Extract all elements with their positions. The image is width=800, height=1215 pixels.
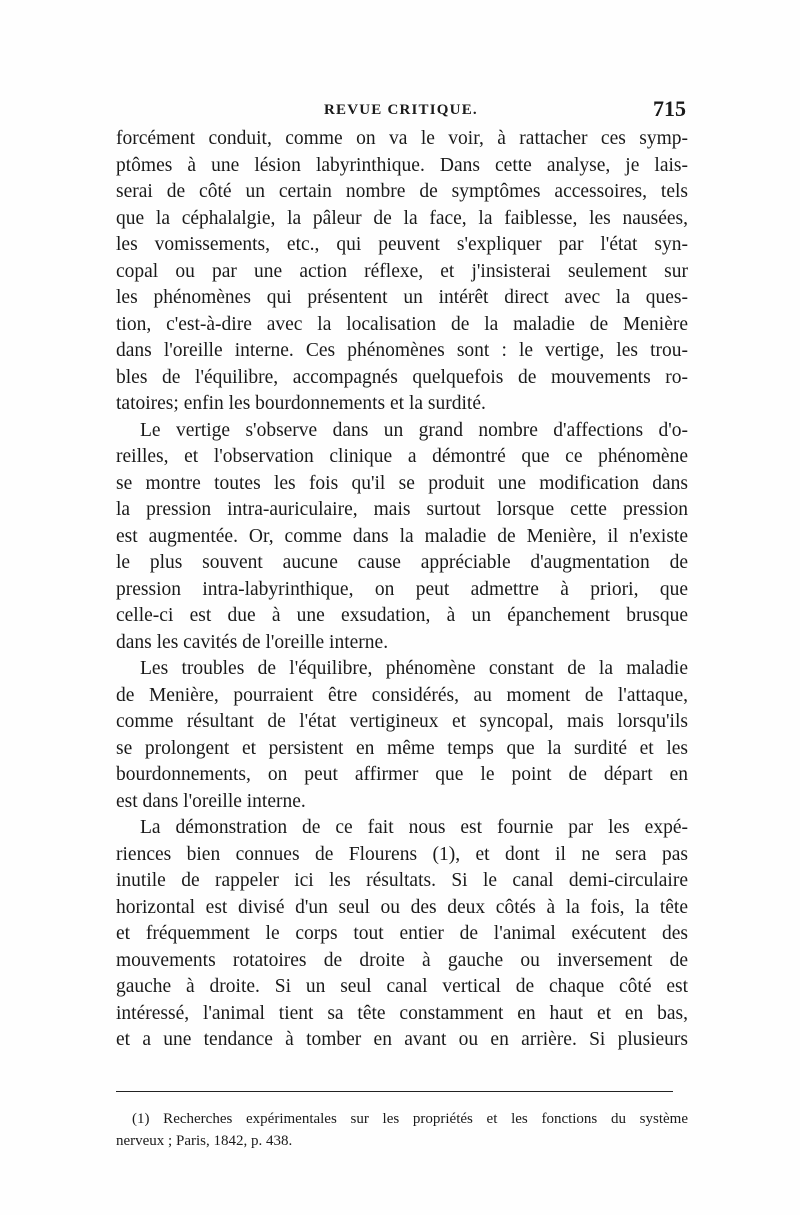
text-line: pression intra-labyrinthique, on peut admettre à priori, que bbox=[116, 578, 688, 600]
text-line: se prolongent et persistent en même temps que la surdité et les bbox=[116, 737, 688, 759]
text-line: celle-ci est due à une exsudation, à un épanchement brusque bbox=[116, 605, 688, 626]
body-text bbox=[116, 126, 688, 1054]
paragraph-end-line: tatoires; enfin les bourdonnements et la surdité. bbox=[116, 393, 486, 414]
paragraph-end-line: dans les cavités de l'oreille interne. bbox=[116, 631, 389, 653]
footnote-divider bbox=[116, 1091, 673, 1092]
text-line: comme résultant de l'état vertigineux et syncopal, mais lorsqu'ils bbox=[116, 711, 688, 732]
text-line: tion, c'est-à-dire avec la localisation de la maladie de Menière bbox=[116, 313, 688, 335]
page-number: 715 bbox=[653, 96, 686, 121]
text-line: ptômes à une lésion labyrinthique. Dans cette analyse, je lais- bbox=[116, 154, 688, 176]
page-header bbox=[116, 96, 688, 126]
paragraph-start-line: Le vertige s'observe dans un grand nombre d'affections d'o- bbox=[140, 419, 688, 441]
text-line: les phénomènes qui présentent un intérêt direct avec la ques- bbox=[116, 287, 688, 308]
running-head: REVUE CRITIQUE. bbox=[324, 102, 478, 118]
text-line: mouvements rotatoires de droite à gauche ou inversement de bbox=[116, 949, 688, 971]
text-line: riences bien connues de Flourens (1), et dont il ne sera pas bbox=[116, 843, 688, 865]
paragraph-start-line: La démonstration de ce fait nous est fournie par les expé- bbox=[140, 817, 688, 838]
paragraph-end-line: est dans l'oreille interne. bbox=[116, 790, 306, 812]
text-line: de Menière, pourraient être considérés, au moment de l'attaque, bbox=[116, 684, 688, 706]
text-line: que la céphalalgie, la pâleur de la face, la faiblesse, les nausées, bbox=[116, 207, 688, 229]
text-line: bourdonnements, on peut affirmer que le point de départ en bbox=[116, 764, 688, 785]
text-line: inutile de rappeler ici les résultats. Si le canal demi-circulaire bbox=[116, 870, 688, 891]
text-line: gauche à droite. Si un seul canal vertical de chaque côté est bbox=[116, 976, 688, 997]
text-line: forcément conduit, comme on va le voir, à rattacher ces symp- bbox=[116, 128, 688, 149]
text-line: dans l'oreille interne. Ces phénomènes sont : le vertige, les trou- bbox=[116, 340, 688, 361]
footnote bbox=[116, 1108, 688, 1152]
text-line: bles de l'équilibre, accompagnés quelquefois de mouvements ro- bbox=[116, 366, 688, 388]
text-line: est augmentée. Or, comme dans la maladie de Menière, il n'existe bbox=[116, 525, 688, 547]
paragraph-start-line: Les troubles de l'équilibre, phénomène constant de la maladie bbox=[140, 658, 688, 679]
text-line: intéressé, l'animal tient sa tête constamment en haut et en bas, bbox=[116, 1002, 688, 1024]
text-line: copal ou par une action réflexe, et j'insisterai seulement sur bbox=[116, 260, 688, 282]
text-line: et fréquemment le corps tout entier de l'animal exécutent des bbox=[116, 923, 688, 944]
footnote-line: nerveux ; Paris, 1842, p. 438. bbox=[116, 1133, 293, 1149]
footnote-line: (1) Recherches expérimentales sur les propriétés et les fonctions du système bbox=[132, 1111, 688, 1127]
text-line: et a une tendance à tomber en avant ou en arrière. Si plusieurs bbox=[116, 1029, 688, 1050]
text-line: les vomissements, etc., qui peuvent s'expliquer par l'état syn- bbox=[116, 234, 688, 255]
text-line: serai de côté un certain nombre de symptômes accessoires, tels bbox=[116, 181, 688, 202]
text-line: la pression intra-auriculaire, mais surtout lorsque cette pression bbox=[116, 499, 688, 520]
text-line: horizontal est divisé d'un seul ou des deux côtés à la fois, la tête bbox=[116, 896, 688, 918]
text-line: se montre toutes les fois qu'il se produit une modification dans bbox=[116, 472, 688, 494]
text-line: reilles, et l'observation clinique a démontré que ce phénomène bbox=[116, 446, 688, 467]
text-line: le plus souvent aucune cause appréciable d'augmentation de bbox=[116, 552, 688, 573]
